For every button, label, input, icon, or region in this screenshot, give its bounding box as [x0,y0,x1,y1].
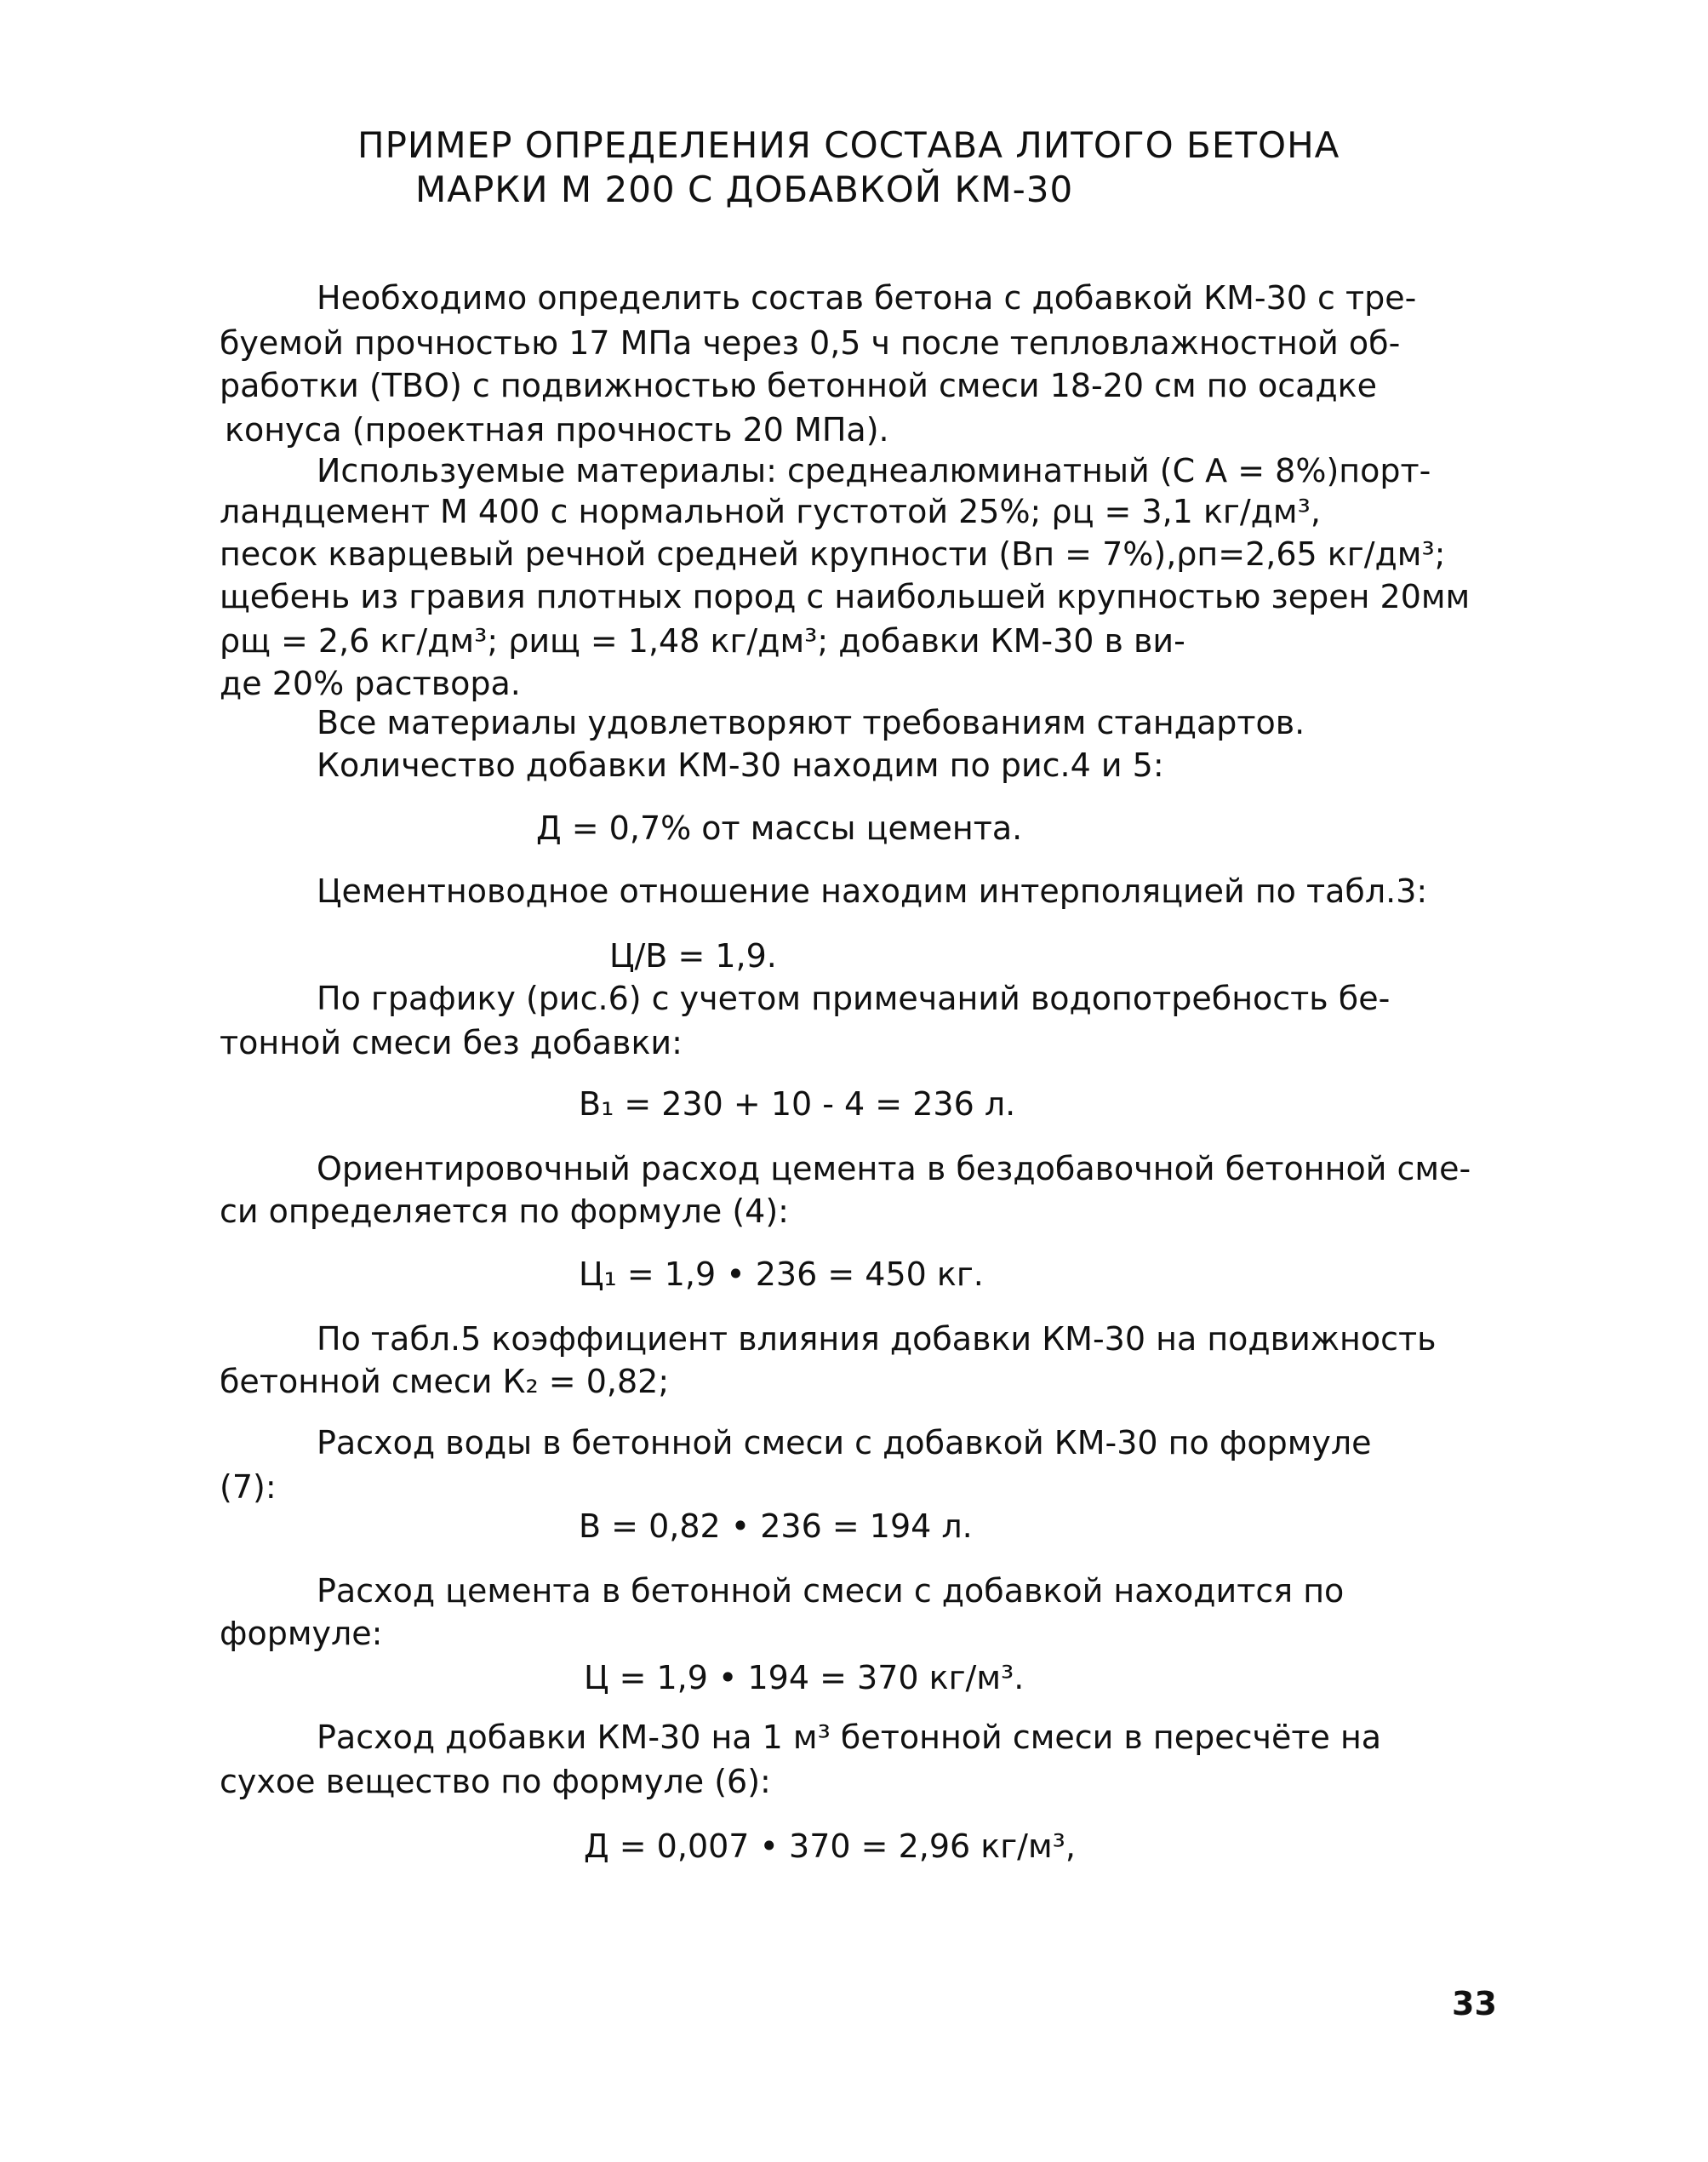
paragraph-line: Количество добавки КМ-30 находим по рис.4 и 5: [317,746,1164,784]
paragraph-line: песок кварцевый речной средней крупности (Вп = 7%),ρп=2,65 кг/дм³; [220,535,1446,573]
paragraph-line: конуса (проектная прочность 20 МПа). [225,411,889,449]
paragraph-line: тонной смеси без добавки: [220,1024,683,1061]
paragraph-line: буемой прочностью 17 МПа через 0,5 ч после тепловлажностной об- [220,324,1401,362]
formula: Д = 0,7% от массы цемента. [536,809,1023,847]
paragraph-line: формуле: [220,1615,383,1652]
paragraph-line: работки (ТВО) с подвижностью бетонной смеси 18-20 см по осадке [220,367,1377,404]
paragraph-line: щебень из гравия плотных пород с наибольшей крупностью зерен 20мм [220,578,1471,615]
title-line-2: МАРКИ М 200 С ДОБАВКОЙ КМ-30 [415,169,1074,210]
paragraph-line: ρщ = 2,6 кг/дм³; ρищ = 1,48 кг/дм³; добавки КМ-30 в ви- [220,622,1185,660]
paragraph-line: Необходимо определить состав бетона с добавкой КМ-30 с тре- [317,279,1417,317]
paragraph-line: си определяется по формуле (4): [220,1193,789,1230]
paragraph-line: Используемые материалы: среднеалюминатный (С А = 8%)порт- [317,452,1431,489]
paragraph-line: сухое вещество по формуле (6): [220,1763,771,1800]
paragraph-line: Расход добавки КМ-30 на 1 м³ бетонной смеси в пересчёте на [317,1719,1382,1756]
formula: Ц₁ = 1,9 • 236 = 450 кг. [579,1255,984,1293]
page-number: 33 [1452,1985,1497,2022]
paragraph-line: Расход воды в бетонной смеси с добавкой КМ-30 по формуле [317,1424,1372,1461]
paragraph-line: Расход цемента в бетонной смеси с добавкой находится по [317,1572,1345,1610]
title-line-1: ПРИМЕР ОПРЕДЕЛЕНИЯ СОСТАВА ЛИТОГО БЕТОНА [357,124,1340,166]
paragraph-line: Ориентировочный расход цемента в бездобавочной бетонной сме- [317,1150,1471,1187]
paragraph-line: (7): [220,1468,277,1506]
formula: В = 0,82 • 236 = 194 л. [579,1507,973,1545]
formula: В₁ = 230 + 10 - 4 = 236 л. [579,1085,1016,1123]
paragraph-line: Цементноводное отношение находим интерполяцией по табл.3: [317,872,1428,910]
paragraph-line: бетонной смеси К₂ = 0,82; [220,1363,670,1400]
paragraph-line: По графику (рис.6) с учетом примечаний водопотребность бе- [317,980,1391,1017]
formula: Ц = 1,9 • 194 = 370 кг/м³. [584,1659,1025,1696]
paragraph-line: де 20% раствора. [220,665,521,702]
paragraph-line: ландцемент М 400 с нормальной густотой 25%; ρц = 3,1 кг/дм³, [220,493,1321,530]
paragraph-line: Все материалы удовлетворяют требованиям стандартов. [317,704,1305,741]
formula: Д = 0,007 • 370 = 2,96 кг/м³, [584,1827,1076,1865]
paragraph-line: По табл.5 коэффициент влияния добавки КМ-30 на подвижность [317,1320,1437,1358]
formula: Ц/В = 1,9. [609,937,777,975]
